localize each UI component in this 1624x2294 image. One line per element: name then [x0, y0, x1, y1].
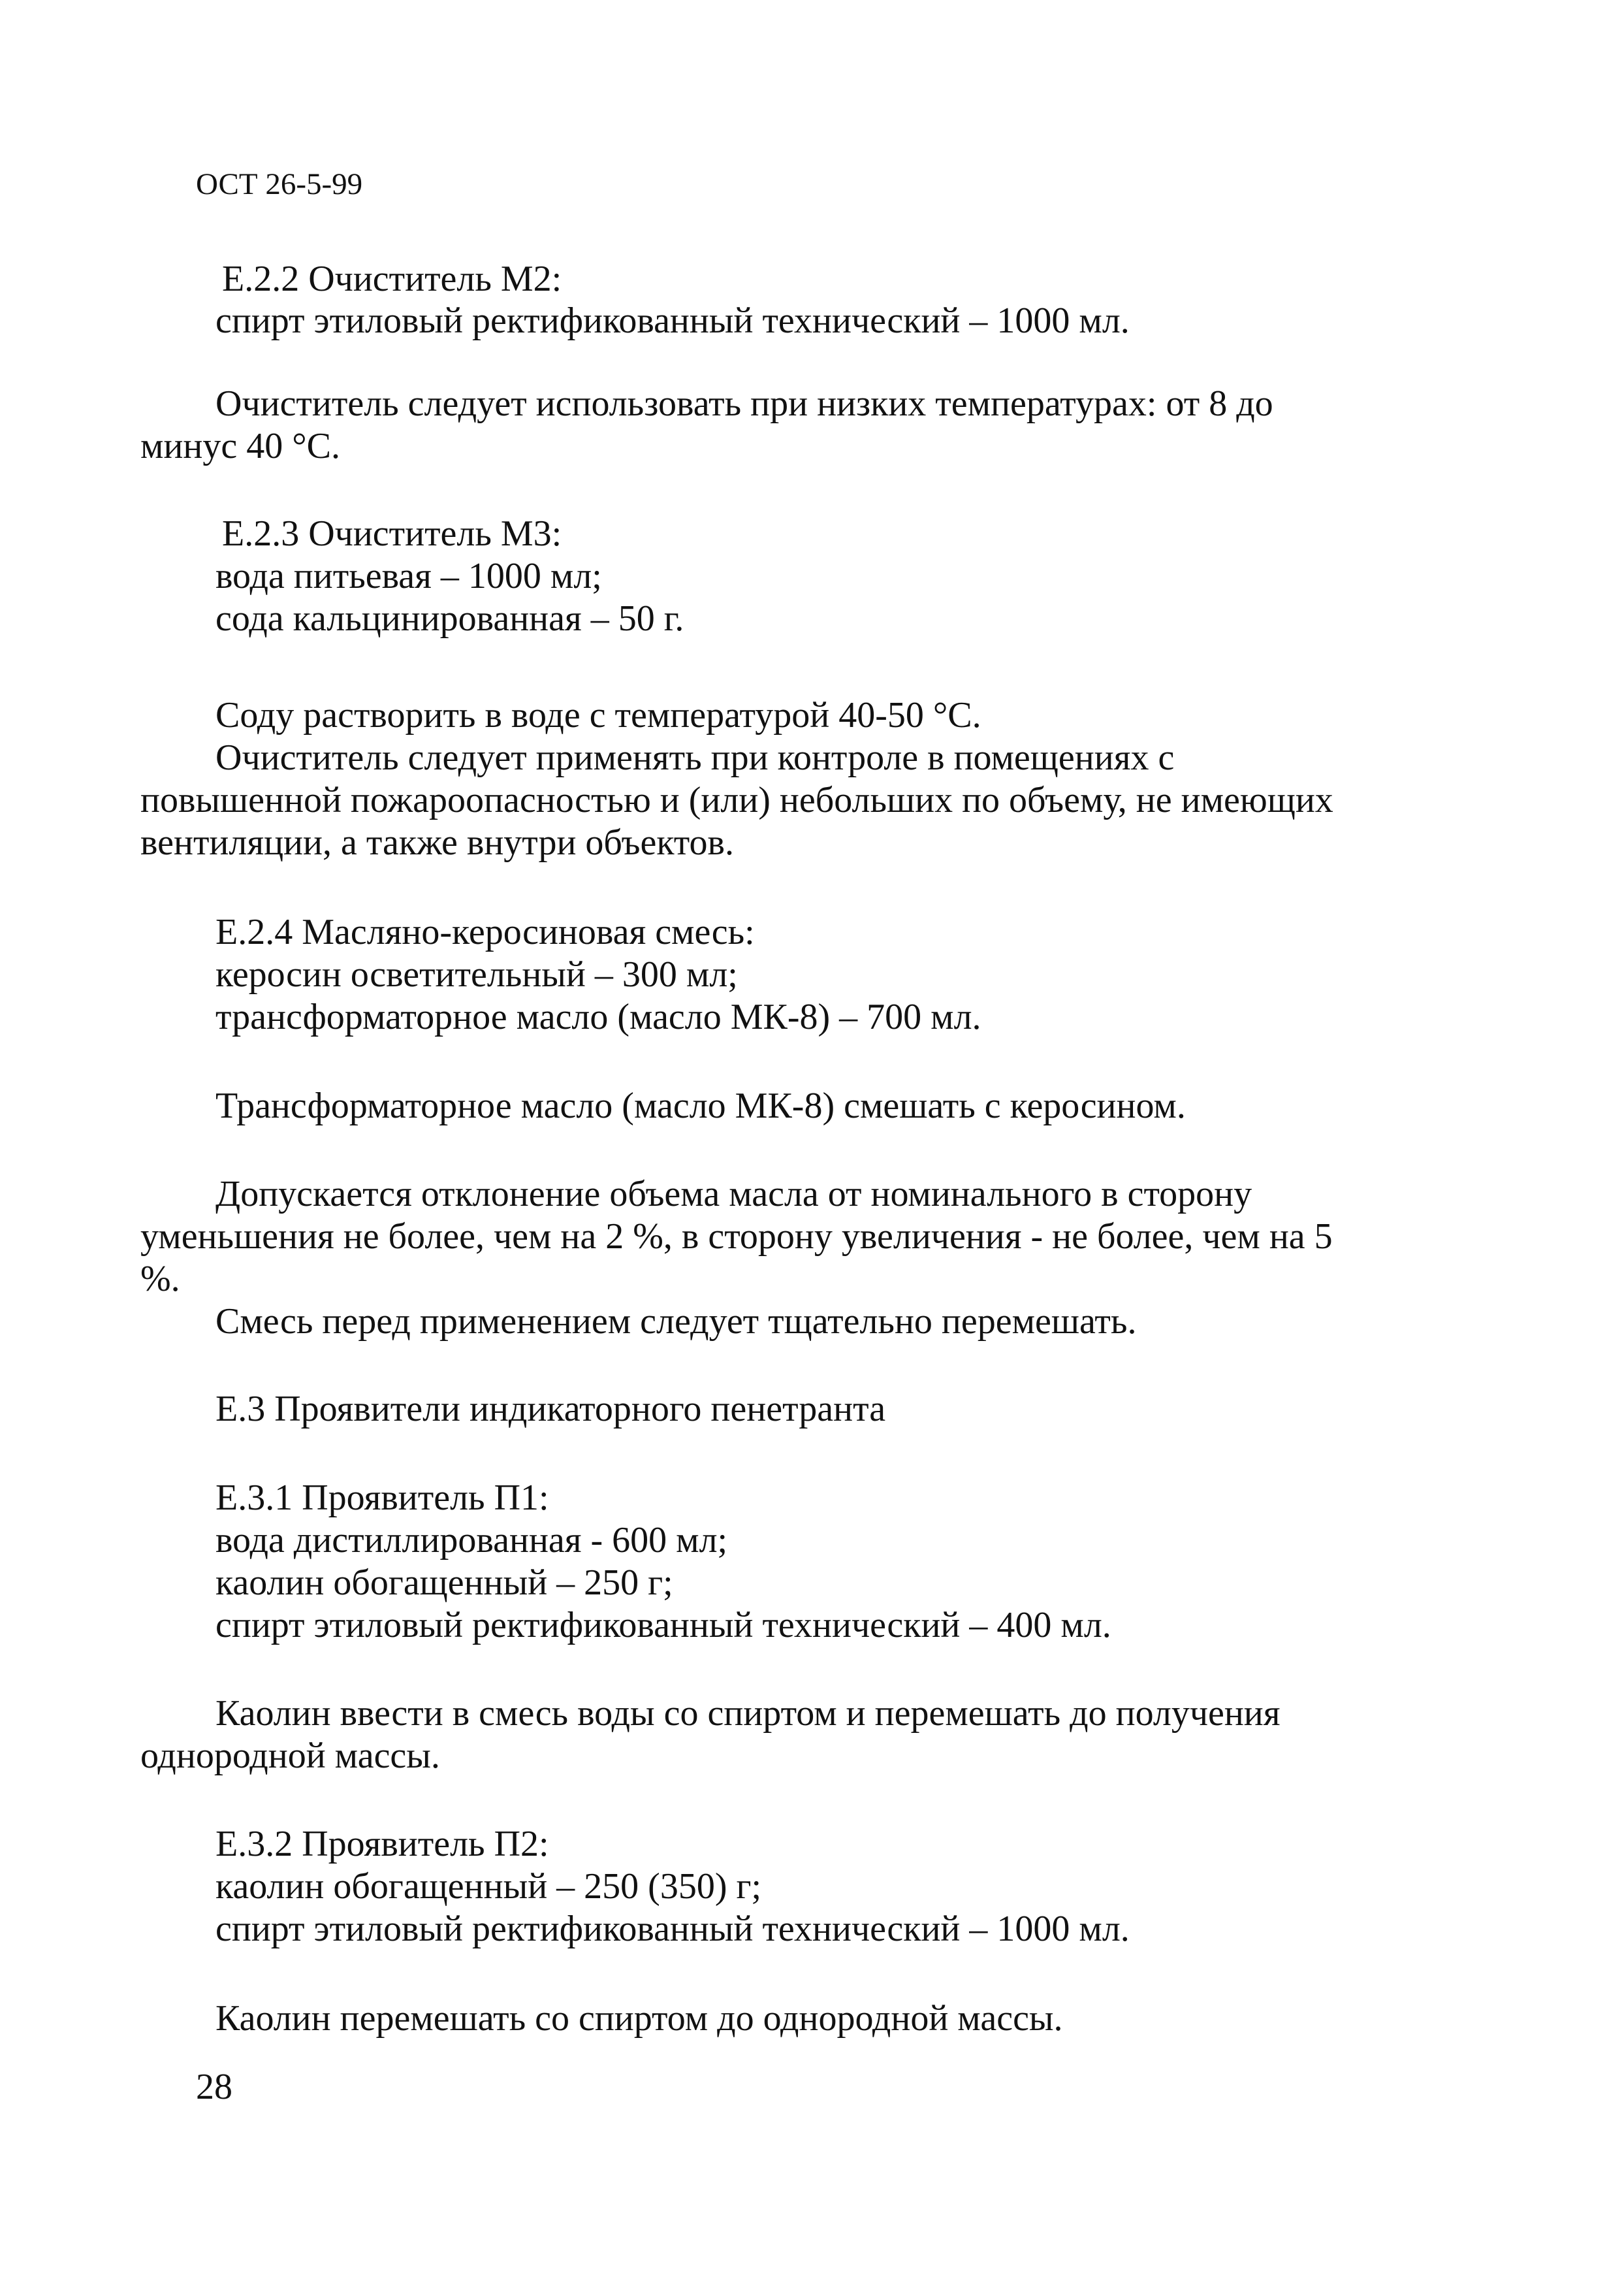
- section-heading-e32: Е.3.2 Проявитель П2:: [215, 1824, 549, 1864]
- list-item: каолин обогащенный – 250 (350) г;: [215, 1866, 762, 1907]
- paragraph-line: Очиститель следует использовать при низких температурах: от 8 до: [215, 383, 1273, 424]
- document-code: ОСТ 26-5-99: [196, 167, 363, 201]
- section-heading-e3: Е.3 Проявители индикаторного пенетранта: [215, 1389, 886, 1429]
- paragraph-line: Каолин ввести в смесь воды со спиртом и перемешать до получения: [215, 1693, 1281, 1734]
- list-item: вода питьевая – 1000 мл;: [215, 556, 602, 596]
- paragraph-line: повышенной пожароопасностью и (или) небольших по объему, не имеющих: [140, 780, 1333, 820]
- list-item: керосин осветительный – 300 мл;: [215, 954, 738, 995]
- paragraph-line: Трансформаторное масло (масло МК-8) смешать с керосином.: [215, 1086, 1186, 1126]
- paragraph-line: Каолин перемешать со спиртом до однородной массы.: [215, 1998, 1063, 2039]
- list-item: сода кальцинированная – 50 г.: [215, 598, 684, 639]
- page-number: 28: [196, 2067, 232, 2107]
- list-item: каолин обогащенный – 250 г;: [215, 1562, 673, 1603]
- paragraph-line: однородной массы.: [140, 1736, 440, 1776]
- paragraph-line: Смесь перед применением следует тщательно перемешать.: [215, 1301, 1137, 1342]
- list-item: вода дистиллированная - 600 мл;: [215, 1520, 728, 1560]
- paragraph-line: минус 40 °С.: [140, 426, 340, 466]
- paragraph-line: %.: [140, 1259, 180, 1299]
- section-heading-e23: Е.2.3 Очиститель М3:: [222, 513, 562, 554]
- section-heading-e24: Е.2.4 Масляно-керосиновая смесь:: [215, 912, 755, 952]
- paragraph-line: вентиляции, а также внутри объектов.: [140, 822, 734, 863]
- list-item: спирт этиловый ректификованный технический – 1000 мл.: [215, 1909, 1130, 1949]
- section-heading-e31: Е.3.1 Проявитель П1:: [215, 1478, 549, 1518]
- section-heading-e22: Е.2.2 Очиститель М2:: [222, 259, 562, 299]
- paragraph-line: уменьшения не более, чем на 2 %, в сторону увеличения - не более, чем на 5: [140, 1216, 1333, 1257]
- list-item: спирт этиловый ректификованный технический – 1000 мл.: [215, 300, 1130, 341]
- list-item: спирт этиловый ректификованный технический – 400 мл.: [215, 1605, 1111, 1645]
- paragraph-line: Очиститель следует применять при контроле в помещениях с: [215, 737, 1175, 778]
- paragraph-line: Соду растворить в воде с температурой 40-50 °С.: [215, 695, 981, 735]
- list-item: трансформаторное масло (масло МК-8) – 700 мл.: [215, 997, 981, 1037]
- paragraph-line: Допускается отклонение объема масла от номинального в сторону: [215, 1174, 1252, 1214]
